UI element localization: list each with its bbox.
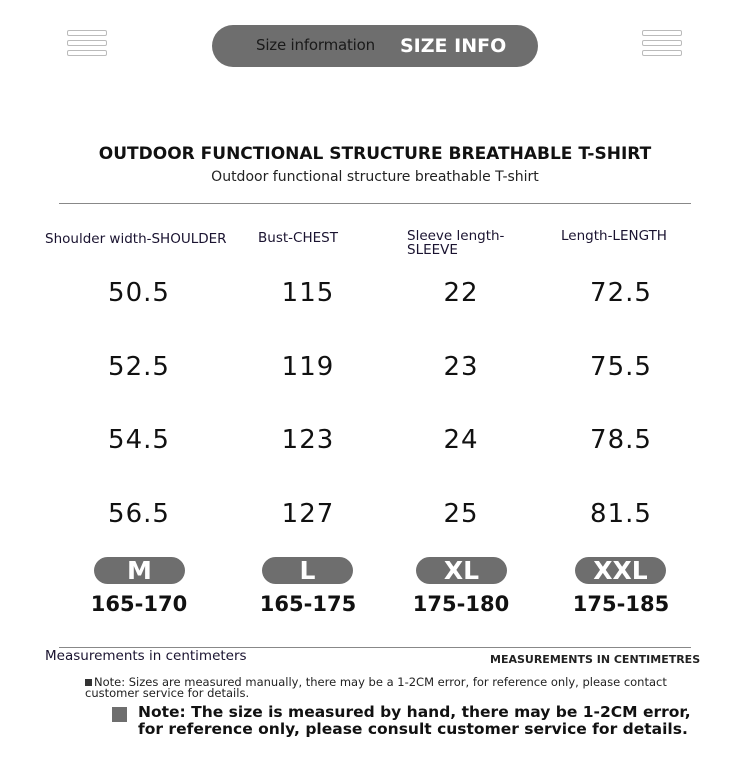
table-cell-chest: 115 bbox=[281, 278, 335, 308]
height-range-xxl: 175-185 bbox=[572, 592, 670, 616]
table-cell-sleeve: 22 bbox=[443, 278, 479, 308]
table-cell-length: 72.5 bbox=[590, 278, 652, 308]
size-badge-xl: XL bbox=[416, 557, 507, 584]
size-badge-l: L bbox=[262, 557, 353, 584]
measurement-unit-caps: MEASUREMENTS IN CENTIMETRES bbox=[490, 653, 701, 666]
table-cell-chest: 119 bbox=[281, 352, 335, 382]
table-cell-chest: 123 bbox=[281, 425, 335, 455]
decorative-lines-right bbox=[642, 30, 682, 60]
product-subtitle: Outdoor functional structure breathable T-shirt bbox=[211, 169, 539, 185]
height-range-l: 165-175 bbox=[259, 592, 357, 616]
size-badge-m: M bbox=[94, 557, 185, 584]
measurement-unit-note: Measurements in centimeters bbox=[45, 648, 247, 664]
table-cell-length: 75.5 bbox=[590, 352, 652, 382]
column-header-chest: Bust-CHEST bbox=[258, 230, 338, 246]
square-bullet-icon bbox=[85, 679, 92, 686]
divider-top bbox=[59, 203, 691, 204]
table-cell-chest: 127 bbox=[281, 499, 335, 529]
height-range-xl: 175-180 bbox=[412, 592, 510, 616]
table-cell-sleeve: 23 bbox=[443, 352, 479, 382]
table-cell-length: 81.5 bbox=[590, 499, 652, 529]
table-cell-sleeve: 25 bbox=[443, 499, 479, 529]
table-cell-shoulder: 52.5 bbox=[108, 352, 170, 382]
note-small-text: Note: Sizes are measured manually, there may be a 1-2CM error, for reference only, please contact customer service for details. bbox=[85, 675, 667, 700]
size-info-banner bbox=[212, 25, 538, 67]
note-large-line-2: for reference only, please consult customer service for details. bbox=[138, 720, 688, 738]
table-cell-length: 78.5 bbox=[590, 425, 652, 455]
note-large-line-1: Note: The size is measured by hand, there may be 1-2CM error, bbox=[138, 703, 691, 721]
height-range-m: 165-170 bbox=[90, 592, 188, 616]
table-cell-shoulder: 54.5 bbox=[108, 425, 170, 455]
note-large bbox=[138, 704, 698, 738]
table-cell-shoulder: 56.5 bbox=[108, 499, 170, 529]
size-badge-xxl: XXL bbox=[575, 557, 666, 584]
decorative-lines-left bbox=[67, 30, 107, 60]
column-header-sleeve: Sleeve length-SLEEVE bbox=[407, 228, 505, 258]
table-cell-shoulder: 50.5 bbox=[108, 278, 170, 308]
column-header-shoulder: Shoulder width-SHOULDER bbox=[45, 231, 227, 247]
column-header-length: Length-LENGTH bbox=[561, 228, 667, 244]
product-title: OUTDOOR FUNCTIONAL STRUCTURE BREATHABLE T-SHIRT bbox=[98, 144, 652, 164]
square-bullet-icon bbox=[112, 707, 127, 722]
note-small bbox=[85, 677, 685, 699]
banner-subtitle: Size information bbox=[256, 36, 375, 54]
table-cell-sleeve: 24 bbox=[443, 425, 479, 455]
banner-title: SIZE INFO bbox=[400, 35, 507, 57]
